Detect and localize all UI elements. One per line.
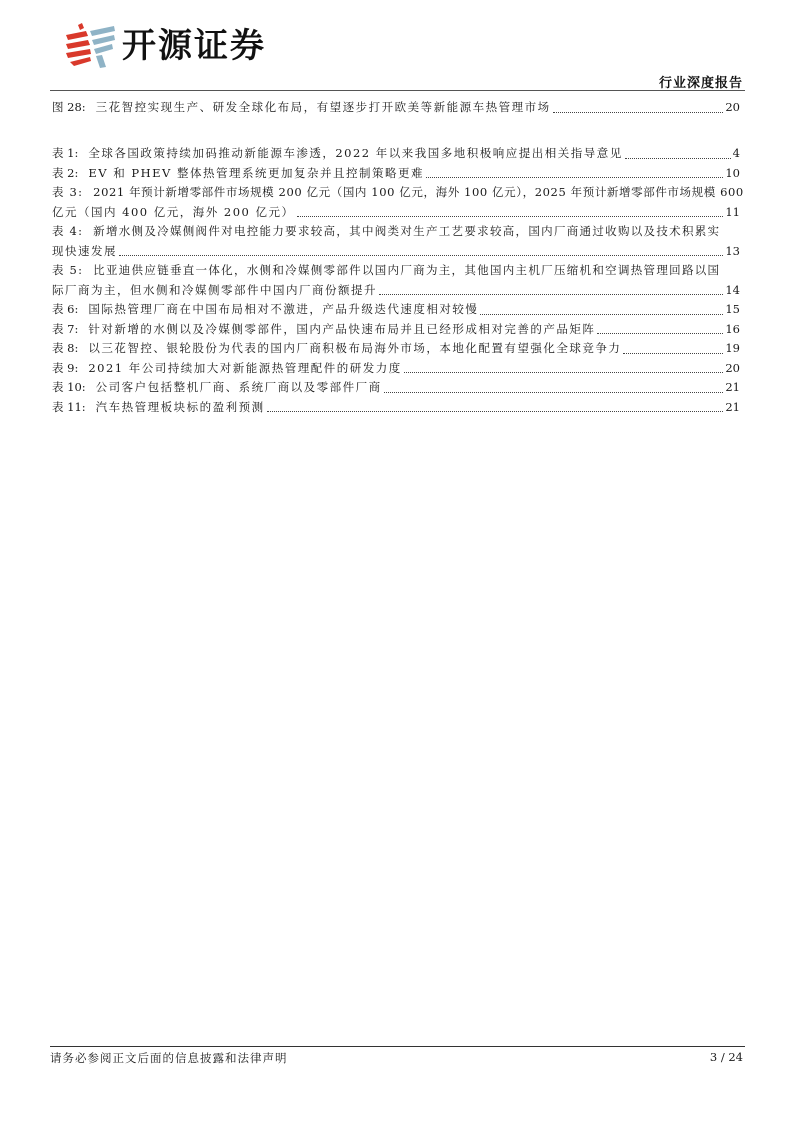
toc-leader-dots bbox=[625, 157, 731, 159]
toc-page-number: 11 bbox=[725, 204, 740, 219]
toc-page-number: 20 bbox=[725, 360, 740, 375]
report-type-label: 行业深度报告 bbox=[658, 76, 743, 91]
toc-prefix: 表 7: bbox=[52, 321, 79, 336]
figure-toc bbox=[52, 98, 740, 118]
toc-title: 汽车热管理板块标的盈利预测 bbox=[95, 399, 265, 414]
toc-prefix: 表 3: bbox=[52, 185, 84, 199]
toc-leader-dots bbox=[480, 313, 723, 315]
footer-disclaimer: 请务必参阅正文后面的信息披露和法律声明 bbox=[50, 1051, 288, 1065]
toc-page-number: 14 bbox=[725, 282, 740, 297]
brand-name: 开源证券 bbox=[122, 26, 266, 66]
logo-mark-icon bbox=[62, 23, 116, 69]
toc-entry-table-2[interactable] bbox=[52, 164, 740, 184]
brand-logo bbox=[62, 22, 266, 70]
toc-prefix: 表 11: bbox=[52, 399, 86, 414]
toc-entry-table-9[interactable] bbox=[52, 359, 740, 379]
toc-title: EV 和 PHEV 整体热管理系统更加复杂并且控制策略更难 bbox=[88, 165, 424, 180]
toc-entry-table-10[interactable] bbox=[52, 378, 740, 398]
toc-entry-table-11[interactable] bbox=[52, 398, 740, 418]
toc-title-line2: 际厂商为主，但水侧和冷媒侧零部件中国内厂商份额提升 bbox=[52, 282, 377, 297]
toc-title-line2: 亿元（国内 400 亿元，海外 200 亿元） bbox=[52, 204, 295, 219]
toc-entry-table-3[interactable] bbox=[52, 183, 744, 222]
toc-prefix: 表 8: bbox=[52, 341, 79, 355]
page-number: 3 / 24 bbox=[709, 1050, 743, 1064]
toc-prefix: 表 4: bbox=[52, 224, 84, 238]
toc-leader-dots bbox=[426, 176, 723, 178]
toc-leader-dots bbox=[297, 215, 724, 217]
toc-entry-table-1[interactable] bbox=[52, 144, 740, 164]
header-divider bbox=[50, 90, 745, 91]
toc-leader-dots bbox=[379, 293, 723, 295]
toc-page-number: 19 bbox=[725, 341, 740, 355]
toc-title: 2021 年公司持续加大对新能源热管理配件的研发力度 bbox=[88, 360, 402, 375]
footer-divider bbox=[50, 1046, 745, 1047]
toc-entry-table-8[interactable] bbox=[52, 339, 740, 359]
toc-title-line1: 比亚迪供应链垂直一体化，水侧和冷媒侧零部件以国内厂商为主，其他国内主机厂压缩机和空调热管理回路以国 bbox=[93, 263, 721, 277]
toc-prefix: 图 28: bbox=[52, 100, 86, 114]
toc-page-number: 21 bbox=[725, 380, 740, 394]
toc-entry-table-6[interactable] bbox=[52, 300, 740, 320]
toc-prefix: 表 2: bbox=[52, 165, 79, 180]
toc-leader-dots bbox=[597, 332, 723, 334]
toc-page-number: 15 bbox=[725, 302, 740, 316]
toc-entry-table-5[interactable] bbox=[52, 261, 740, 300]
toc-title: 全球各国政策持续加码推动新能源车渗透，2022 年以来我国多地积极响应提出相关指导意见 bbox=[88, 146, 623, 160]
toc-prefix: 表 1: bbox=[52, 146, 79, 160]
toc-leader-dots bbox=[267, 410, 724, 412]
toc-title: 针对新增的水侧以及冷媒侧零部件，国内产品快速布局并且已经形成相对完善的产品矩阵 bbox=[88, 321, 596, 336]
toc-title: 国际热管理厂商在中国布局相对不激进，产品升级迭代速度相对较慢 bbox=[88, 302, 479, 316]
toc-page-number: 4 bbox=[732, 146, 740, 160]
table-toc bbox=[52, 144, 744, 417]
toc-leader-dots bbox=[404, 371, 724, 373]
toc-prefix: 表 9: bbox=[52, 360, 79, 375]
toc-title-line1: 2021 年预计新增零部件市场规模 200 亿元（国内 100 亿元，海外 100 亿元），2025 年预计新增零部件市场规模 600 bbox=[93, 185, 744, 199]
toc-prefix: 表 6: bbox=[52, 302, 79, 316]
toc-title-line1: 新增水侧及冷媒侧阀件对电控能力要求较高，其中阀类对生产工艺要求较高，国内厂商通过收购以及技术积累实 bbox=[93, 224, 721, 238]
toc-leader-dots bbox=[119, 254, 723, 256]
toc-prefix: 表 5: bbox=[52, 263, 84, 277]
toc-title: 三花智控实现生产、研发全球化布局，有望逐步打开欧美等新能源车热管理市场 bbox=[95, 100, 551, 114]
toc-page-number: 16 bbox=[725, 321, 740, 336]
toc-title: 以三花智控、银轮股份为代表的国内厂商积极布局海外市场，本地化配置有望强化全球竞争力 bbox=[88, 341, 622, 355]
toc-page-number: 21 bbox=[725, 399, 740, 414]
toc-page-number: 13 bbox=[725, 243, 740, 258]
toc-page-number: 10 bbox=[725, 165, 740, 180]
toc-title-line2: 现快速发展 bbox=[52, 243, 117, 258]
toc-leader-dots bbox=[384, 391, 724, 393]
toc-entry-table-7[interactable] bbox=[52, 320, 740, 340]
toc-prefix: 表 10: bbox=[52, 380, 86, 394]
toc-title: 公司客户包括整机厂商、系统厂商以及零部件厂商 bbox=[95, 380, 382, 394]
toc-page-number: 20 bbox=[725, 100, 740, 114]
toc-entry-table-4[interactable] bbox=[52, 222, 740, 261]
toc-entry-figure-28[interactable] bbox=[52, 98, 740, 118]
toc-leader-dots bbox=[623, 352, 723, 354]
toc-leader-dots bbox=[553, 111, 724, 113]
